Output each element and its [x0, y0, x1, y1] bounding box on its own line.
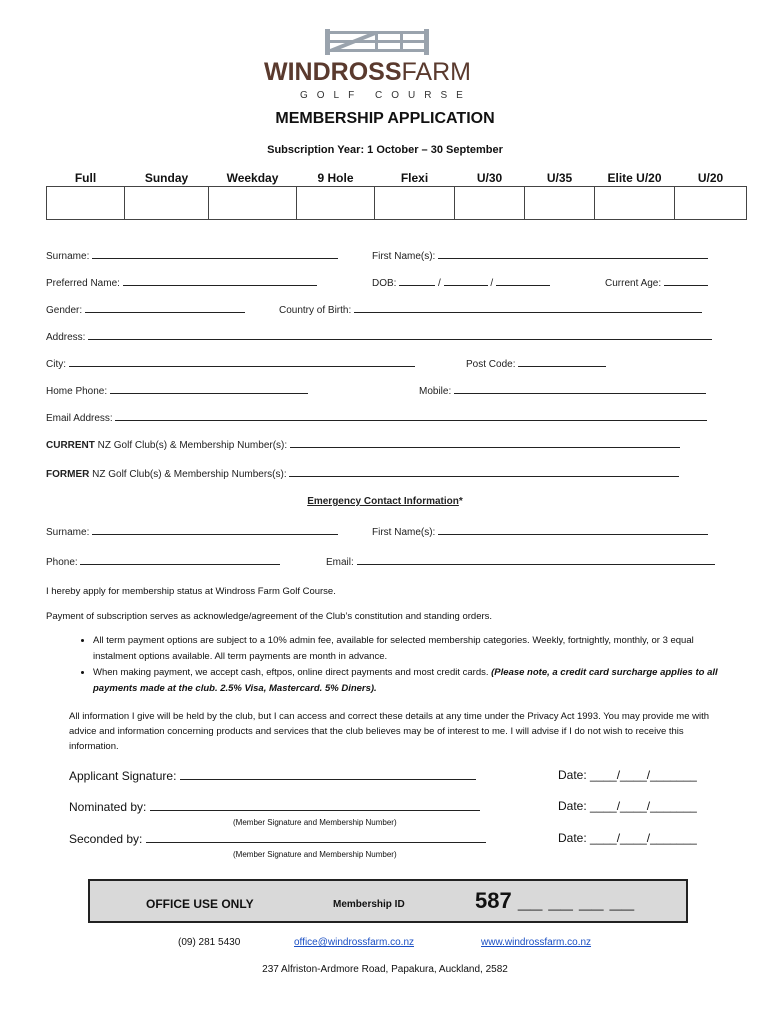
category-header-flexi: Flexi — [400, 171, 429, 185]
dob-day-field[interactable] — [399, 276, 435, 286]
category-header-u35: U/35 — [546, 171, 573, 185]
membership-id-prefix: 587 — [475, 888, 512, 913]
emergency-first-names-label: First Name(s): — [372, 527, 436, 538]
category-header-u20: U/20 — [697, 171, 724, 185]
emergency-heading: Emergency Contact Information — [307, 496, 459, 507]
emergency-first-names-field[interactable] — [438, 525, 708, 535]
dob-year-field[interactable] — [496, 276, 550, 286]
emergency-phone-label: Phone: — [46, 557, 78, 568]
dob-label: DOB: — [372, 278, 397, 289]
current-club-label: NZ Golf Club(s) & Membership Number(s): — [97, 440, 288, 451]
seconded-by-label: Seconded by: — [69, 832, 143, 846]
membership-id-blanks[interactable]: __ __ __ __ — [517, 888, 635, 913]
privacy-statement: All information I give will be held by the club, but I can access and correct these details at any time under the Privacy Act 1993. You may provide me with advice and information concerning products and services that the club believes may be of interest to me. I will advise if I do not wish to receive this information. — [69, 711, 710, 752]
emergency-surname-label: Surname: — [46, 527, 90, 538]
mobile-field[interactable] — [454, 384, 706, 394]
membership-id-label: Membership ID — [333, 899, 405, 910]
category-box-full[interactable] — [47, 187, 125, 220]
applicant-signature-label: Applicant Signature: — [69, 769, 177, 783]
payment-note: Payment of subscription serves as acknowledge/agreement of the Club’s constitution and standing orders. — [46, 611, 493, 622]
category-header-sunday: Sunday — [144, 171, 189, 185]
emergency-asterisk: * — [458, 496, 463, 507]
preferred-name-field[interactable] — [123, 276, 317, 286]
payment-terms-list — [68, 633, 723, 697]
gender-field[interactable] — [85, 303, 245, 313]
home-phone-label: Home Phone: — [46, 386, 108, 397]
seconded-member-note: (Member Signature and Membership Number) — [233, 850, 397, 859]
email-address-label: Email Address: — [46, 413, 113, 424]
city-label: City: — [46, 359, 66, 370]
term-item-admin-fee: • All term payment options are subject to a 10% admin fee, available for selected membership categories. Weekly, fortnightly, monthly, or 3 equal instalment options available. All term payments are month in advance. — [93, 633, 723, 665]
country-of-birth-label: Country of Birth: — [279, 305, 352, 316]
category-header-weekday: Weekday — [226, 171, 279, 185]
term-item-payment-methods — [93, 665, 723, 697]
mobile-label: Mobile: — [419, 386, 452, 397]
office-use-box — [88, 879, 688, 923]
footer-email-link[interactable]: office@windrossfarm.co.nz — [294, 937, 415, 948]
post-code-label: Post Code: — [466, 359, 516, 370]
first-names-field[interactable] — [438, 249, 708, 259]
applicant-signature-field[interactable] — [180, 768, 476, 780]
category-box-elite-u20[interactable] — [595, 187, 675, 220]
category-box-u30[interactable] — [455, 187, 525, 220]
declaration-text: I hereby apply for membership status at Windross Farm Golf Course. — [46, 586, 336, 597]
dob-month-field[interactable] — [444, 276, 488, 286]
nominated-date-label: Date: — [558, 799, 587, 813]
category-box-sunday[interactable] — [125, 187, 209, 220]
term-item-surcharge: (Please note, a credit card surcharge applies to all payments made at the club. 2.5% Visa, Mastercard. 5% Diners). — [93, 667, 718, 694]
current-age-field[interactable] — [664, 276, 708, 286]
current-age-label: Current Age: — [605, 278, 662, 289]
category-box-weekday[interactable] — [209, 187, 297, 220]
logo-name-light: FARM — [401, 58, 471, 86]
nominated-by-label: Nominated by: — [69, 800, 147, 814]
city-field[interactable] — [69, 357, 415, 367]
address-label: Address: — [46, 332, 86, 343]
former-club-field[interactable] — [289, 467, 679, 477]
category-box-9hole[interactable] — [297, 187, 375, 220]
nominated-date-field[interactable]: ____/____/_______ — [590, 799, 697, 813]
surname-field[interactable] — [92, 249, 338, 259]
seconded-by-field[interactable] — [146, 831, 486, 843]
current-club-field[interactable] — [290, 438, 680, 448]
former-club-label: NZ Golf Club(s) & Membership Numbers(s): — [92, 469, 287, 480]
home-phone-field[interactable] — [110, 384, 308, 394]
email-address-field[interactable] — [115, 411, 707, 421]
seconded-date-field[interactable]: ____/____/_______ — [590, 831, 697, 845]
emergency-surname-field[interactable] — [92, 525, 338, 535]
seconded-date-label: Date: — [558, 831, 587, 845]
country-of-birth-field[interactable] — [354, 303, 702, 313]
subscription-year: Subscription Year: 1 October – 30 September — [267, 144, 503, 156]
page-title: MEMBERSHIP APPLICATION — [275, 110, 495, 127]
nominated-by-field[interactable] — [150, 799, 480, 811]
surname-label: Surname: — [46, 251, 90, 262]
category-box-u35[interactable] — [525, 187, 595, 220]
logo-wordmark — [264, 58, 471, 87]
footer-phone: (09) 281 5430 — [178, 937, 241, 948]
footer-address: 237 Alfriston-Ardmore Road, Papakura, Auckland, 2582 — [262, 964, 508, 975]
preferred-name-label: Preferred Name: — [46, 278, 120, 289]
term-item-payment-plain: When making payment, we accept cash, eftpos, online direct payments and most credit cards. — [93, 667, 489, 678]
logo-name-bold: WINDROSS — [264, 58, 402, 86]
nominated-member-note: (Member Signature and Membership Number) — [233, 818, 397, 827]
membership-id-value — [475, 888, 634, 914]
current-club-bold: CURRENT — [46, 440, 95, 451]
category-header-full: Full — [74, 171, 97, 185]
farm-gate-icon — [325, 29, 429, 55]
emergency-email-field[interactable] — [357, 555, 715, 565]
address-field[interactable] — [88, 330, 712, 340]
former-club-bold: FORMER — [46, 469, 90, 480]
category-header-u30: U/30 — [476, 171, 503, 185]
category-header-9hole: 9 Hole — [317, 171, 354, 185]
first-names-label: First Name(s): — [372, 251, 436, 262]
office-use-label: OFFICE USE ONLY — [146, 897, 254, 911]
applicant-date-field[interactable]: ____/____/_______ — [590, 768, 697, 782]
logo-subtitle: GOLF COURSE — [300, 90, 472, 101]
category-header-elite-u20: Elite U/20 — [607, 171, 662, 185]
emergency-phone-field[interactable] — [80, 555, 280, 565]
category-box-flexi[interactable] — [375, 187, 455, 220]
category-box-u20[interactable] — [675, 187, 747, 220]
footer-website-link[interactable]: www.windrossfarm.co.nz — [481, 937, 592, 948]
applicant-date-label: Date: — [558, 768, 587, 782]
membership-category-table — [46, 170, 747, 220]
gender-label: Gender: — [46, 305, 83, 316]
emergency-email-label: Email: — [326, 557, 354, 568]
post-code-field[interactable] — [518, 357, 606, 367]
